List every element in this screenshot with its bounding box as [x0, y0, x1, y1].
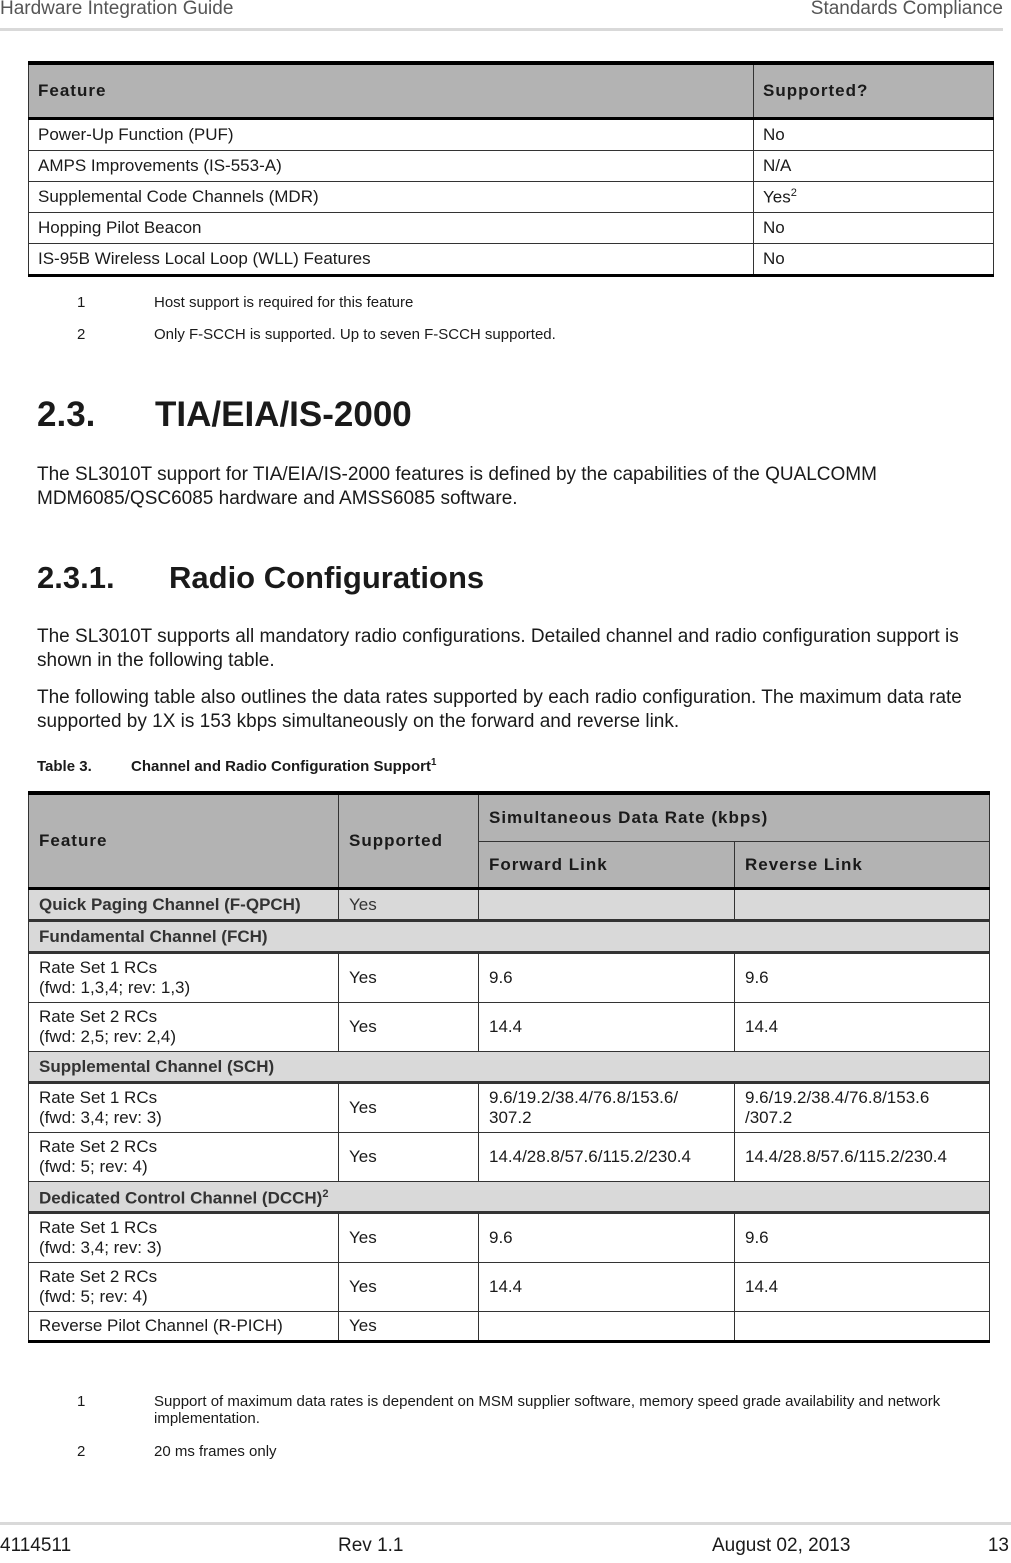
table-row — [29, 1213, 990, 1263]
feature-cell: Power-Up Function (PUF) — [29, 119, 754, 151]
table-row — [29, 119, 994, 151]
footnote-number: 2 — [77, 1443, 86, 1460]
feature-cell — [29, 1263, 339, 1312]
rc-list: (fwd: 2,5; rev: 2,4) — [39, 1027, 176, 1046]
group-title-text: Dedicated Control Channel (DCCH) — [39, 1188, 323, 1208]
subsection-paragraph-2: The following table also outlines the data rates supported by each radio configuration. The maximum data rate supported by 1X is 153 kbps simultaneously on the forward and reverse link. — [37, 687, 962, 732]
supported-cell: Yes — [339, 1003, 479, 1052]
table-row — [29, 1312, 990, 1342]
footnote-text: 20 ms frames only — [154, 1443, 277, 1460]
supported-cell: No — [754, 244, 994, 276]
rc-list: (fwd: 3,4; rev: 3) — [39, 1238, 162, 1257]
feature-cell: Quick Paging Channel (F-QPCH) — [29, 889, 339, 921]
table-row — [29, 1263, 990, 1312]
footnote-ref: 2 — [790, 186, 797, 199]
group-row — [29, 1182, 990, 1213]
footnote-ref: 2 — [322, 1188, 329, 1201]
table-row — [29, 889, 990, 921]
feature-cell: Reverse Pilot Channel (R-PICH) — [29, 1312, 339, 1342]
feature-cell — [29, 1133, 339, 1182]
table-header-row — [29, 63, 994, 119]
rate-set-label: Rate Set 1 RCs — [39, 1218, 158, 1237]
supported-cell: Yes — [339, 1083, 479, 1133]
footer-revision: Rev 1.1 — [338, 1535, 404, 1556]
header-guide-title: Hardware Integration Guide — [0, 0, 234, 19]
feature-cell — [29, 953, 339, 1003]
footer-doc-number: 4114511 — [0, 1535, 72, 1556]
rate-set-label: Rate Set 1 RCs — [39, 1088, 158, 1107]
footnote-number: 1 — [77, 1393, 86, 1410]
group-row — [29, 1052, 990, 1083]
section-heading — [37, 395, 412, 435]
reverse-cell — [735, 1083, 990, 1133]
reverse-rate-line: /307.2 — [745, 1108, 793, 1127]
feature-cell: Hopping Pilot Beacon — [29, 213, 754, 244]
forward-cell — [479, 1083, 735, 1133]
section-body: The SL3010T support for TIA/EIA/IS-2000 features is defined by the capabilities of the QUALCOMM MDM6085/QSC6085 hardware and AMSS6085 software. — [37, 464, 877, 509]
reverse-cell — [735, 889, 990, 921]
rate-set-label: Rate Set 2 RCs — [39, 1267, 158, 1286]
col-header-reverse-link: Reverse Link — [735, 842, 990, 889]
rc-list: (fwd: 1,3,4; rev: 1,3) — [39, 978, 191, 997]
supported-cell — [754, 182, 994, 213]
reverse-cell: 9.6 — [735, 953, 990, 1003]
rate-set-label: Rate Set 1 RCs — [39, 958, 158, 977]
supported-cell: Yes — [339, 953, 479, 1003]
reverse-cell: 9.6 — [735, 1213, 990, 1263]
supported-cell: Yes — [339, 1263, 479, 1312]
supported-cell: No — [754, 213, 994, 244]
supported-cell: Yes — [339, 889, 479, 921]
rate-set-label: Rate Set 2 RCs — [39, 1007, 158, 1026]
table-row — [29, 1083, 990, 1133]
forward-cell — [479, 889, 735, 921]
table-row — [29, 953, 990, 1003]
footer-date: August 02, 2013 — [712, 1535, 851, 1556]
supported-cell: N/A — [754, 151, 994, 182]
reverse-cell: 14.4 — [735, 1003, 990, 1052]
table-row — [29, 213, 994, 244]
table-row — [29, 244, 994, 276]
forward-cell: 9.6 — [479, 1213, 735, 1263]
table-caption-text: Channel and Radio Configuration Support — [131, 758, 431, 775]
col-header-supported: Supported? — [754, 63, 994, 119]
section-number: 2.3. — [37, 395, 96, 434]
supported-cell: No — [754, 119, 994, 151]
group-title: Supplemental Channel (SCH) — [29, 1052, 990, 1083]
table-caption — [37, 757, 436, 775]
feature-cell: Supplemental Code Channels (MDR) — [29, 182, 754, 213]
supported-cell: Yes — [339, 1312, 479, 1342]
group-row — [29, 921, 990, 953]
feature-cell — [29, 1083, 339, 1133]
supported-cell: Yes — [339, 1213, 479, 1263]
reverse-cell: 14.4/28.8/57.6/115.2/230.4 — [735, 1133, 990, 1182]
footer-page-number: 13 — [987, 1535, 1009, 1556]
table-row — [29, 1133, 990, 1182]
footnote-number: 2 — [77, 326, 86, 343]
reverse-cell: 14.4 — [735, 1263, 990, 1312]
feature-support-table — [28, 61, 994, 277]
reverse-cell — [735, 1312, 990, 1342]
footnote-text: Only F-SCCH is supported. Up to seven F-SCCH supported. — [154, 326, 556, 343]
forward-cell: 14.4 — [479, 1003, 735, 1052]
table-row — [29, 151, 994, 182]
col-header-data-rate: Simultaneous Data Rate (kbps) — [479, 793, 990, 842]
forward-rate-line: 9.6/19.2/38.4/76.8/153.6/ — [489, 1088, 679, 1107]
footnote-number: 1 — [77, 294, 86, 311]
subsection-number: 2.3.1. — [37, 560, 115, 595]
supported-cell: Yes — [339, 1133, 479, 1182]
section-title: TIA/EIA/IS-2000 — [155, 395, 412, 434]
rc-list: (fwd: 5; rev: 4) — [39, 1287, 148, 1306]
col-header-feature: Feature — [29, 793, 339, 889]
table-row — [29, 1003, 990, 1052]
rate-set-label: Rate Set 2 RCs — [39, 1137, 158, 1156]
subsection-title: Radio Configurations — [169, 560, 485, 595]
page-footer — [0, 1522, 1011, 1563]
forward-rate-line: 307.2 — [489, 1108, 532, 1127]
group-title — [29, 1182, 990, 1213]
footnote-text: Support of maximum data rates is dependent on MSM supplier software, memory speed grade availability and network implementation. — [154, 1393, 941, 1427]
header-chapter-title: Standards Compliance — [810, 0, 1003, 19]
table-caption-label: Table 3. — [37, 758, 92, 775]
subsection-heading — [37, 560, 484, 596]
feature-cell — [29, 1003, 339, 1052]
running-header — [0, 0, 1003, 31]
forward-cell: 14.4/28.8/57.6/115.2/230.4 — [479, 1133, 735, 1182]
group-title: Fundamental Channel (FCH) — [29, 921, 990, 953]
forward-cell — [479, 1312, 735, 1342]
footnote-text: Host support is required for this feature — [154, 294, 414, 311]
forward-cell: 9.6 — [479, 953, 735, 1003]
subsection-paragraph-1: The SL3010T supports all mandatory radio configurations. Detailed channel and radio configuration support is shown in the following table. — [37, 626, 959, 671]
col-header-forward-link: Forward Link — [479, 842, 735, 889]
forward-cell: 14.4 — [479, 1263, 735, 1312]
reverse-rate-line: 9.6/19.2/38.4/76.8/153.6 — [745, 1088, 930, 1107]
feature-cell: IS-95B Wireless Local Loop (WLL) Features — [29, 244, 754, 276]
rc-list: (fwd: 5; rev: 4) — [39, 1157, 148, 1176]
footnote-ref: 1 — [430, 757, 437, 768]
supported-value: Yes — [763, 187, 791, 207]
rc-list: (fwd: 3,4; rev: 3) — [39, 1108, 162, 1127]
col-header-supported: Supported — [339, 793, 479, 889]
radio-configuration-table — [28, 791, 990, 1343]
feature-cell: AMPS Improvements (IS-553-A) — [29, 151, 754, 182]
col-header-feature: Feature — [29, 63, 754, 119]
table-header-row — [29, 793, 990, 842]
feature-cell — [29, 1213, 339, 1263]
table-row — [29, 182, 994, 213]
